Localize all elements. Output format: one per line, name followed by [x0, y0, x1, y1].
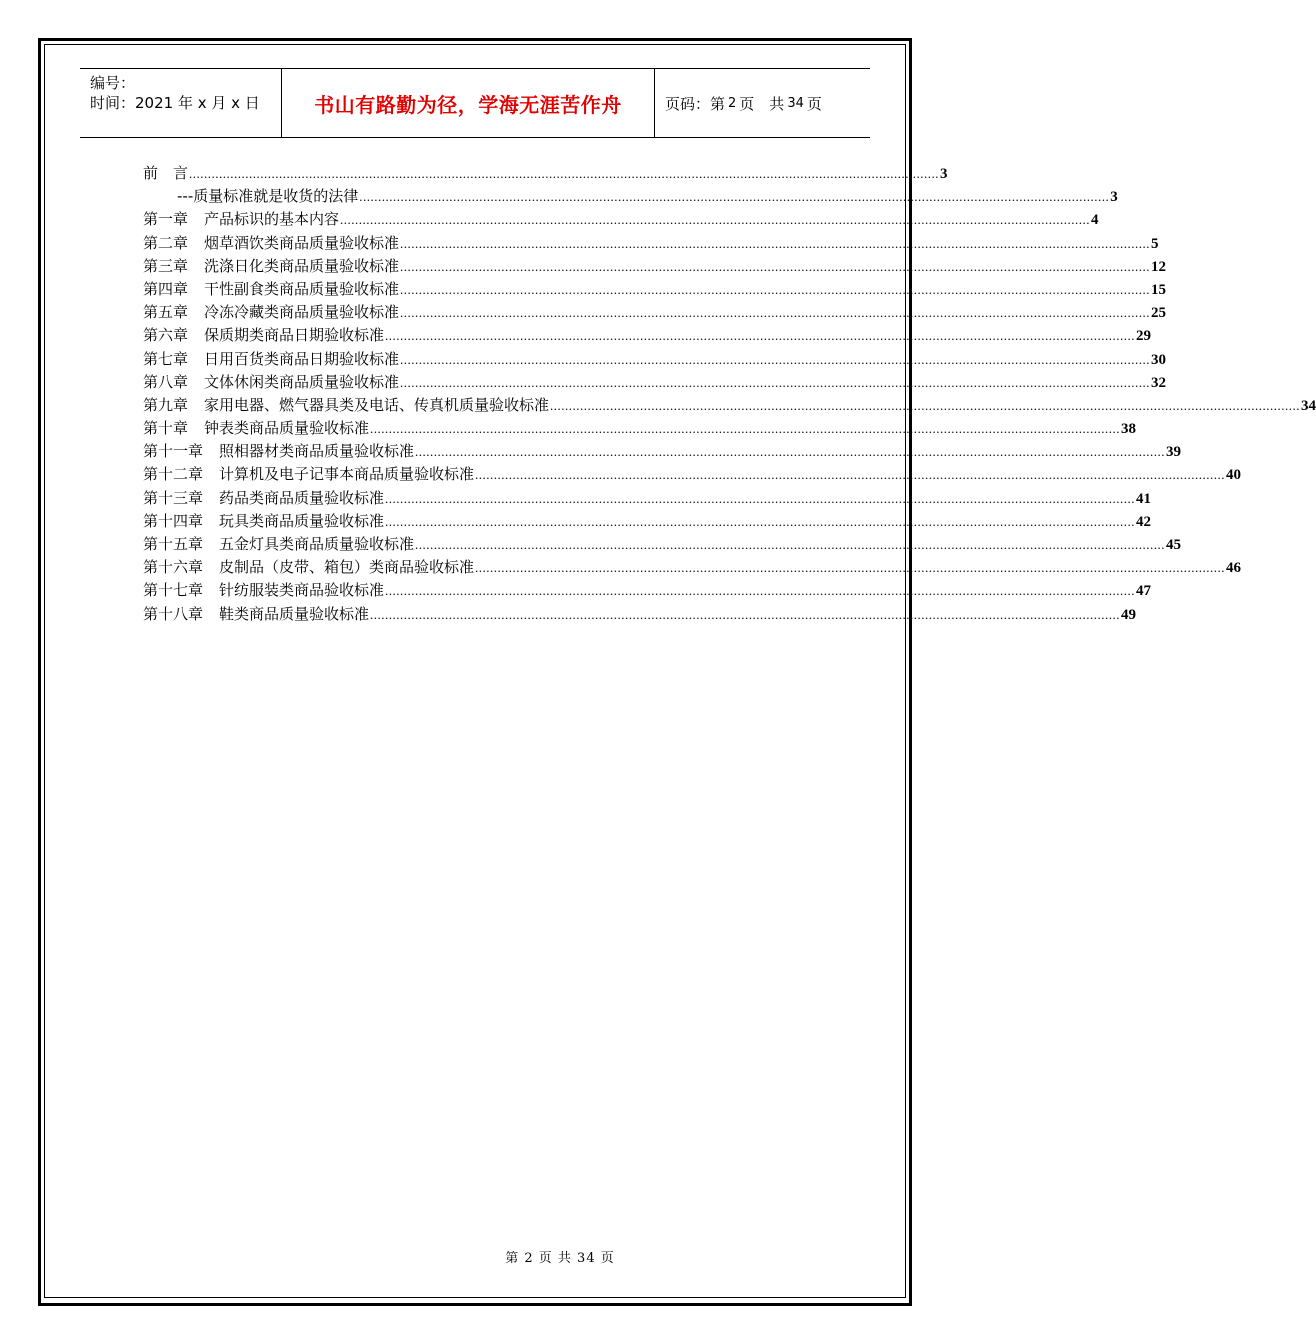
toc-leader-dots: ........................................................................................................................................................................................................	[385, 513, 1136, 529]
toc-page-number: 40	[1226, 467, 1242, 484]
toc-title: 烟草酒饮类商品质量验收标准	[204, 233, 400, 252]
toc-title: ---质量标准就是收货的法律	[177, 187, 359, 206]
toc-title: 产品标识的基本内容	[204, 210, 340, 229]
toc-title: 照相器材类商品质量验收标准	[219, 442, 415, 461]
toc-page-number: 15	[1151, 281, 1167, 298]
toc-leader-dots: ........................................................................................................................................................................................................	[550, 397, 1301, 413]
toc-title: 洗涤日化类商品质量验收标准	[204, 256, 400, 275]
toc-chapter: 第三章	[143, 256, 189, 275]
toc-page-number: 41	[1136, 490, 1152, 507]
toc-entry-label	[143, 417, 369, 438]
toc-entry-label	[143, 185, 358, 206]
toc-leader-dots: ........................................................................................................................................................................................................	[385, 583, 1136, 599]
toc-page-number: 5	[1151, 235, 1159, 252]
toc-page-number: 47	[1136, 583, 1152, 600]
toc-chapter: 第九章	[143, 395, 189, 414]
toc-entry-label	[143, 162, 188, 183]
toc-chapter: 第十七章	[143, 581, 204, 600]
header-page-mid: 页 共	[739, 94, 785, 113]
toc-chapter: 第八章	[143, 372, 189, 391]
toc-entry-label	[143, 371, 399, 392]
page-footer: 第 2 页 共 34 页	[505, 1251, 615, 1266]
toc-page-number: 34	[1301, 397, 1316, 414]
toc-chapter: 第十四章	[143, 511, 204, 530]
toc-entry[interactable]	[143, 232, 1159, 255]
toc-entry[interactable]	[143, 603, 1137, 626]
toc-chapter: 第十三章	[143, 488, 204, 507]
toc-leader-dots: ........................................................................................................................................................................................................	[189, 166, 940, 181]
toc-title: 药品类商品质量验收标准	[219, 488, 385, 507]
toc-chapter: 第十二章	[143, 465, 204, 484]
toc-chapter: 第一章	[143, 210, 189, 229]
toc-chapter: 第十六章	[143, 558, 204, 577]
toc-entry-label	[143, 394, 549, 415]
toc-entry-label	[143, 301, 399, 322]
toc-entry[interactable]	[143, 255, 1167, 278]
toc-entry[interactable]	[143, 556, 1242, 579]
toc-leader-dots: ........................................................................................................................................................................................................	[400, 351, 1151, 367]
toc-chapter: 第五章	[143, 303, 189, 322]
toc-title: 家用电器、燃气器具类及电话、传真机质量验收标准	[204, 395, 550, 414]
toc-leader-dots: ........................................................................................................................................................................................................	[475, 560, 1226, 576]
toc-leader-dots: ........................................................................................................................................................................................................	[400, 374, 1151, 390]
toc-entry[interactable]	[143, 510, 1152, 533]
toc-entry-label	[143, 510, 384, 531]
toc-entry[interactable]	[143, 579, 1152, 602]
toc-entry-label	[143, 278, 399, 299]
toc-entry-label	[143, 579, 384, 600]
toc-leader-dots: ........................................................................................................................................................................................................	[400, 281, 1151, 297]
toc-title: 日用百货类商品日期验收标准	[204, 349, 400, 368]
page-header	[80, 68, 870, 138]
toc-entry-label	[143, 324, 384, 345]
toc-page-number: 25	[1151, 305, 1167, 322]
toc-entry-label	[143, 487, 384, 508]
toc-entry-label	[143, 232, 399, 253]
toc-chapter: 第四章	[143, 279, 189, 298]
toc-leader-dots: ........................................................................................................................................................................................................	[385, 328, 1136, 344]
toc-entry[interactable]	[143, 394, 1316, 417]
toc-entry-label	[143, 556, 474, 577]
toc-chapter: 第二章	[143, 233, 189, 252]
toc-chapter: 第十章	[143, 419, 189, 438]
toc-leader-dots: ........................................................................................................................................................................................................	[400, 305, 1151, 321]
header-page-prefix: 页码：第	[665, 94, 726, 113]
toc-page-number: 38	[1121, 421, 1137, 438]
toc-page-number: 4	[1091, 212, 1099, 229]
toc-entry-label	[143, 348, 399, 369]
toc-page-number: 29	[1136, 328, 1152, 345]
toc-entry[interactable]	[143, 185, 1118, 208]
toc-leader-dots: ........................................................................................................................................................................................................	[340, 212, 1091, 228]
toc-page-number: 12	[1151, 258, 1167, 275]
toc-page-number: 39	[1166, 444, 1182, 461]
toc-title: 文体休闲类商品质量验收标准	[204, 372, 400, 391]
toc-title: 五金灯具类商品质量验收标准	[219, 535, 415, 553]
toc-entry-label	[143, 533, 414, 554]
toc-page-number: 42	[1136, 513, 1152, 530]
toc-page-number: 46	[1226, 560, 1242, 577]
toc-leader-dots: ........................................................................................................................................................................................................	[415, 444, 1166, 460]
header-time-label: 时间：2021 年 x 月 x 日	[90, 94, 260, 112]
toc-title: 针纺服装类商品验收标准	[219, 581, 385, 600]
toc-entry[interactable]	[143, 208, 1099, 231]
toc-leader-dots: ........................................................................................................................................................................................................	[370, 421, 1121, 437]
header-page-total: 34	[787, 95, 804, 111]
toc-entry[interactable]	[143, 371, 1167, 394]
toc-chapter: 第十五章	[143, 535, 204, 553]
table-of-contents	[143, 162, 1316, 626]
toc-leader-dots: ........................................................................................................................................................................................................	[400, 235, 1151, 251]
toc-title: 计算机及电子记事本商品质量验收标准	[219, 465, 475, 484]
toc-chapter: 第十一章	[143, 442, 204, 461]
toc-page-number: 30	[1151, 351, 1167, 368]
toc-title: 玩具类商品质量验收标准	[219, 511, 385, 530]
toc-entry[interactable]	[143, 533, 1182, 556]
toc-leader-dots: ........................................................................................................................................................................................................	[415, 537, 1166, 552]
toc-entry-label	[143, 255, 399, 276]
header-page-suffix: 页	[806, 94, 822, 113]
toc-title: 钟表类商品质量验收标准	[204, 419, 370, 438]
header-number-label: 编号：	[90, 74, 136, 92]
toc-chapter: 第七章	[143, 349, 189, 368]
toc-entry[interactable]	[143, 324, 1152, 347]
toc-leader-dots: ........................................................................................................................................................................................................	[359, 189, 1110, 205]
toc-leader-dots: ........................................................................................................................................................................................................	[385, 490, 1136, 506]
toc-entry[interactable]	[143, 301, 1167, 324]
toc-page-number: 3	[940, 166, 948, 182]
toc-page-number: 49	[1121, 606, 1137, 623]
toc-title: 冷冻冷藏类商品质量验收标准	[204, 303, 400, 322]
toc-entry[interactable]	[143, 348, 1167, 371]
toc-entry[interactable]	[143, 440, 1182, 463]
toc-chapter: 第十八章	[143, 604, 204, 623]
toc-entry-label	[143, 440, 414, 461]
toc-entry[interactable]	[143, 417, 1137, 440]
toc-entry[interactable]	[143, 162, 948, 185]
toc-leader-dots: ........................................................................................................................................................................................................	[370, 606, 1121, 622]
toc-title: 干性副食类商品质量验收标准	[204, 279, 400, 298]
header-page-info	[655, 69, 870, 137]
toc-page-number: 32	[1151, 374, 1167, 391]
toc-entry-label	[143, 603, 369, 624]
toc-title: 保质期类商品日期验收标准	[204, 326, 385, 345]
toc-page-number: 3	[1110, 189, 1118, 206]
header-meta	[80, 69, 282, 137]
toc-title: 鞋类商品质量验收标准	[219, 604, 370, 623]
toc-chapter: 前 言	[143, 164, 189, 182]
toc-chapter: 第六章	[143, 326, 189, 345]
toc-leader-dots: ........................................................................................................................................................................................................	[400, 258, 1151, 274]
toc-entry-label	[143, 208, 339, 229]
toc-page-number: 45	[1166, 537, 1182, 553]
toc-entry[interactable]	[143, 463, 1242, 486]
toc-title: 皮制品（皮带、箱包）类商品验收标准	[219, 558, 475, 577]
header-page-current: 2	[728, 95, 737, 111]
toc-entry[interactable]	[143, 487, 1152, 510]
toc-leader-dots: ........................................................................................................................................................................................................	[475, 467, 1226, 483]
toc-entry[interactable]	[143, 278, 1167, 301]
toc-entry-label	[143, 463, 474, 484]
header-motto: 书山有路勤为径，学海无涯苦作舟	[282, 69, 655, 137]
